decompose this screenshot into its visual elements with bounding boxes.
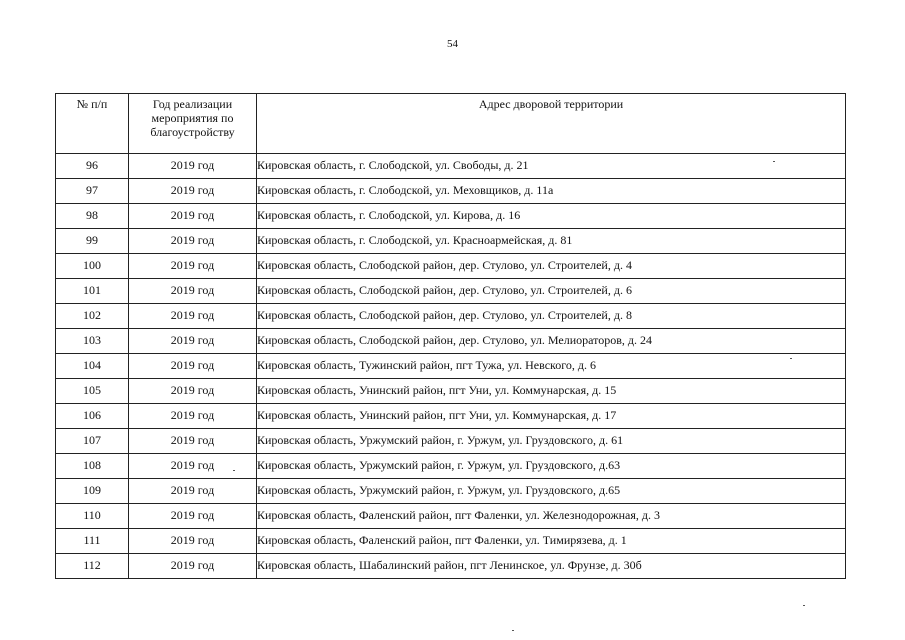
- row-address: Кировская область, Слободской район, дер. Стулово, ул. Строителей, д. 8: [257, 304, 846, 329]
- table-row: [56, 404, 846, 429]
- table-row: [56, 179, 846, 204]
- scan-speck: [773, 161, 775, 162]
- row-year: 2019 год: [129, 179, 257, 204]
- row-year: 2019 год: [129, 354, 257, 379]
- scan-speck: [233, 470, 235, 471]
- row-address: Кировская область, Уржумский район, г. Уржум, ул. Груздовского, д.65: [257, 479, 846, 504]
- row-year: 2019 год: [129, 204, 257, 229]
- row-year: 2019 год: [129, 254, 257, 279]
- row-address: Кировская область, Слободской район, дер. Стулово, ул. Мелиораторов, д. 24: [257, 329, 846, 354]
- row-number: 106: [56, 404, 129, 429]
- table-row: [56, 504, 846, 529]
- table-row: [56, 479, 846, 504]
- yard-territories-table: [55, 93, 846, 579]
- row-year: 2019 год: [129, 154, 257, 179]
- row-address: Кировская область, Унинский район, пгт Уни, ул. Коммунарская, д. 15: [257, 379, 846, 404]
- header-address: Адрес дворовой территории: [257, 94, 846, 154]
- scan-speck: [790, 358, 792, 359]
- row-number: 99: [56, 229, 129, 254]
- row-number: 100: [56, 254, 129, 279]
- table-row: [56, 354, 846, 379]
- row-address: Кировская область, г. Слободской, ул. Меховщиков, д. 11а: [257, 179, 846, 204]
- table-row: [56, 429, 846, 454]
- row-number: 96: [56, 154, 129, 179]
- row-year: 2019 год: [129, 454, 257, 479]
- row-address: Кировская область, Уржумский район, г. Уржум, ул. Груздовского, д.63: [257, 454, 846, 479]
- table-body: [56, 154, 846, 579]
- table-row: [56, 204, 846, 229]
- row-number: 112: [56, 554, 129, 579]
- header-year: Год реализации мероприятия по благоустройству: [129, 94, 257, 154]
- row-address: Кировская область, г. Слободской, ул. Красноармейская, д. 81: [257, 229, 846, 254]
- table-row: [56, 529, 846, 554]
- row-number: 110: [56, 504, 129, 529]
- scan-speck: [803, 605, 805, 606]
- header-number: № п/п: [56, 94, 129, 154]
- table-row: [56, 254, 846, 279]
- row-year: 2019 год: [129, 529, 257, 554]
- row-year: 2019 год: [129, 304, 257, 329]
- row-year: 2019 год: [129, 479, 257, 504]
- row-year: 2019 год: [129, 379, 257, 404]
- row-address: Кировская область, Уржумский район, г. Уржум, ул. Груздовского, д. 61: [257, 429, 846, 454]
- table-row: [56, 329, 846, 354]
- row-number: 103: [56, 329, 129, 354]
- row-address: Кировская область, Шабалинский район, пгт Ленинское, ул. Фрунзе, д. 30б: [257, 554, 846, 579]
- table-row: [56, 279, 846, 304]
- row-year: 2019 год: [129, 279, 257, 304]
- header-row: [56, 94, 846, 154]
- scan-speck: [512, 630, 514, 631]
- row-address: Кировская область, Слободской район, дер. Стулово, ул. Строителей, д. 6: [257, 279, 846, 304]
- row-number: 111: [56, 529, 129, 554]
- row-address: Кировская область, Фаленский район, пгт Фаленки, ул. Тимирязева, д. 1: [257, 529, 846, 554]
- table-row: [56, 554, 846, 579]
- row-number: 109: [56, 479, 129, 504]
- row-address: Кировская область, Тужинский район, пгт Тужа, ул. Невского, д. 6: [257, 354, 846, 379]
- row-number: 105: [56, 379, 129, 404]
- row-year: 2019 год: [129, 504, 257, 529]
- row-number: 102: [56, 304, 129, 329]
- row-number: 104: [56, 354, 129, 379]
- row-number: 97: [56, 179, 129, 204]
- row-year: 2019 год: [129, 429, 257, 454]
- page-number: 54: [447, 38, 458, 50]
- row-number: 98: [56, 204, 129, 229]
- table-row: [56, 154, 846, 179]
- row-year: 2019 год: [129, 404, 257, 429]
- row-number: 108: [56, 454, 129, 479]
- table-header: [56, 94, 846, 154]
- row-year: 2019 год: [129, 329, 257, 354]
- row-address: Кировская область, г. Слободской, ул. Кирова, д. 16: [257, 204, 846, 229]
- row-address: Кировская область, Слободской район, дер. Стулово, ул. Строителей, д. 4: [257, 254, 846, 279]
- table-row: [56, 304, 846, 329]
- table-row: [56, 229, 846, 254]
- table-row: [56, 454, 846, 479]
- row-number: 101: [56, 279, 129, 304]
- row-year: 2019 год: [129, 229, 257, 254]
- row-address: Кировская область, Фаленский район, пгт Фаленки, ул. Железнодорожная, д. 3: [257, 504, 846, 529]
- row-address: Кировская область, г. Слободской, ул. Свободы, д. 21: [257, 154, 846, 179]
- row-year: 2019 год: [129, 554, 257, 579]
- row-number: 107: [56, 429, 129, 454]
- row-address: Кировская область, Унинский район, пгт Уни, ул. Коммунарская, д. 17: [257, 404, 846, 429]
- table-row: [56, 379, 846, 404]
